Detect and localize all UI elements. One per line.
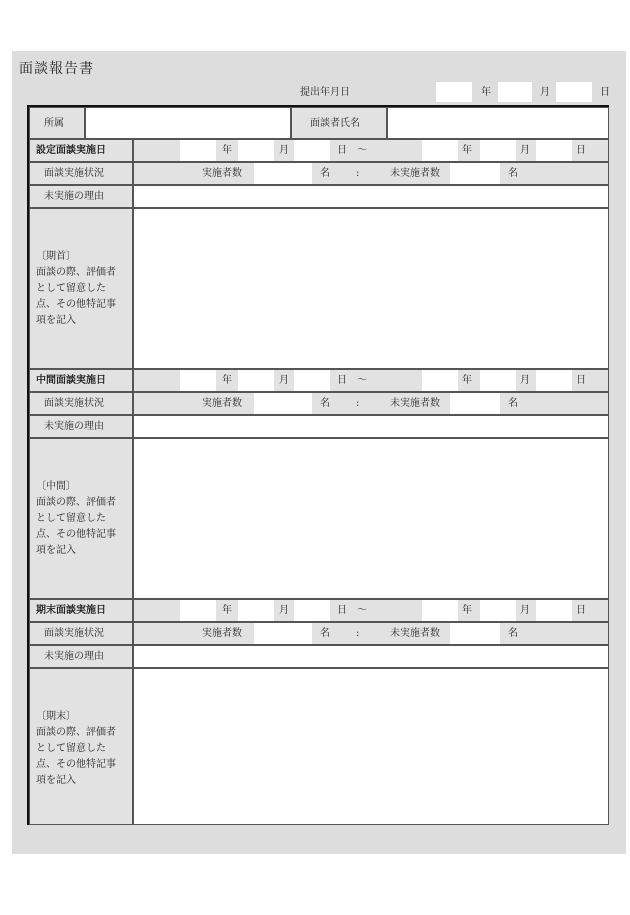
status-row xyxy=(133,162,609,185)
note-title: 〔期末〕 xyxy=(36,711,76,722)
submission-year-input[interactable] xyxy=(436,82,472,102)
reason-label-cell xyxy=(29,645,133,668)
note-line: として留意した xyxy=(36,743,106,754)
start-year-unit: 年 xyxy=(222,375,232,386)
start-day-input[interactable] xyxy=(294,140,330,161)
status-label: 面談実施状況 xyxy=(44,628,104,639)
tilde-separator: 〜 xyxy=(357,375,367,386)
done-count-label: 実施者数 xyxy=(202,398,242,409)
reason-label-cell xyxy=(29,185,133,208)
affiliation-input[interactable] xyxy=(85,107,291,139)
tilde-separator: 〜 xyxy=(357,605,367,616)
done-count-input[interactable] xyxy=(254,623,312,644)
end-month-unit: 月 xyxy=(520,145,530,156)
end-day-input[interactable] xyxy=(536,140,572,161)
note-instructions xyxy=(36,249,116,329)
end-year-unit: 年 xyxy=(462,145,472,156)
notes-textarea[interactable] xyxy=(133,668,609,825)
start-day-unit: 日 xyxy=(337,605,347,616)
note-label-cell xyxy=(29,438,133,599)
undone-count-label: 未実施者数 xyxy=(390,398,440,409)
end-month-input[interactable] xyxy=(480,140,516,161)
end-year-input[interactable] xyxy=(422,370,458,391)
section-date-label: 設定面談実施日 xyxy=(36,145,106,156)
start-month-unit: 月 xyxy=(279,605,289,616)
done-count-input[interactable] xyxy=(254,393,312,414)
done-count-input[interactable] xyxy=(254,163,312,184)
date-range-row xyxy=(133,139,609,162)
undone-count-input[interactable] xyxy=(450,163,500,184)
reason-label: 未実施の理由 xyxy=(44,651,104,662)
end-year-unit: 年 xyxy=(462,605,472,616)
section-final xyxy=(29,599,609,825)
end-year-input[interactable] xyxy=(422,600,458,621)
end-month-input[interactable] xyxy=(480,600,516,621)
start-day-unit: 日 xyxy=(337,145,347,156)
end-day-unit: 日 xyxy=(576,375,586,386)
status-label: 面談実施状況 xyxy=(44,398,104,409)
end-month-unit: 月 xyxy=(520,605,530,616)
end-day-input[interactable] xyxy=(536,370,572,391)
done-count-label: 実施者数 xyxy=(202,628,242,639)
reason-label: 未実施の理由 xyxy=(44,421,104,432)
note-line: 項を記入 xyxy=(36,545,76,556)
affiliation-label: 所属 xyxy=(44,118,64,129)
end-day-unit: 日 xyxy=(576,145,586,156)
colon-separator: : xyxy=(356,398,360,409)
undone-unit: 名 xyxy=(508,398,518,409)
submission-month-input[interactable] xyxy=(498,82,532,102)
start-year-input[interactable] xyxy=(180,370,216,391)
done-unit: 名 xyxy=(320,168,330,179)
submission-date-label: 提出年月日 xyxy=(300,87,350,98)
end-day-input[interactable] xyxy=(536,600,572,621)
end-month-unit: 月 xyxy=(520,375,530,386)
date-label-cell xyxy=(29,369,133,392)
start-year-input[interactable] xyxy=(180,600,216,621)
interviewer-name-input[interactable] xyxy=(387,107,609,139)
submission-month-unit: 月 xyxy=(540,87,550,98)
note-line: 点、その他特記事 xyxy=(36,759,116,770)
start-day-input[interactable] xyxy=(294,600,330,621)
start-day-unit: 日 xyxy=(337,375,347,386)
note-title: 〔中間〕 xyxy=(36,481,76,492)
note-label-cell xyxy=(29,208,133,369)
section-date-label: 中間面談実施日 xyxy=(36,375,106,386)
start-month-input[interactable] xyxy=(238,370,274,391)
end-year-unit: 年 xyxy=(462,375,472,386)
note-line: として留意した xyxy=(36,513,106,524)
colon-separator: : xyxy=(356,628,360,639)
reason-input[interactable] xyxy=(133,185,609,208)
notes-textarea[interactable] xyxy=(133,438,609,599)
note-line: 項を記入 xyxy=(36,775,76,786)
done-count-label: 実施者数 xyxy=(202,168,242,179)
status-row xyxy=(133,392,609,415)
note-line: 面談の際、評価者 xyxy=(36,497,116,508)
report-form xyxy=(27,105,609,825)
note-instructions xyxy=(36,479,116,559)
start-year-unit: 年 xyxy=(222,605,232,616)
section-initial xyxy=(29,139,609,369)
status-label-cell xyxy=(29,392,133,415)
note-line: として留意した xyxy=(36,283,106,294)
start-day-input[interactable] xyxy=(294,370,330,391)
note-label-cell xyxy=(29,668,133,825)
note-title: 〔期首〕 xyxy=(36,251,76,262)
reason-input[interactable] xyxy=(133,645,609,668)
note-line: 面談の際、評価者 xyxy=(36,727,116,738)
section-date-label: 期末面談実施日 xyxy=(36,605,106,616)
submission-year-unit: 年 xyxy=(481,87,491,98)
colon-separator: : xyxy=(356,168,360,179)
status-row xyxy=(133,622,609,645)
note-line: 面談の際、評価者 xyxy=(36,267,116,278)
status-label-cell xyxy=(29,622,133,645)
submission-day-input[interactable] xyxy=(556,82,592,102)
note-instructions xyxy=(36,709,116,789)
done-unit: 名 xyxy=(320,398,330,409)
end-year-input[interactable] xyxy=(422,140,458,161)
date-label-cell xyxy=(29,599,133,622)
interviewer-name-label: 面談者氏名 xyxy=(310,118,360,129)
date-range-row xyxy=(133,599,609,622)
start-month-unit: 月 xyxy=(279,375,289,386)
reason-input[interactable] xyxy=(133,415,609,438)
tilde-separator: 〜 xyxy=(357,145,367,156)
reason-label-cell xyxy=(29,415,133,438)
start-month-unit: 月 xyxy=(279,145,289,156)
start-month-input[interactable] xyxy=(238,140,274,161)
start-year-input[interactable] xyxy=(180,140,216,161)
page-title: 面談報告書 xyxy=(19,61,94,77)
affiliation-label-cell xyxy=(29,107,85,139)
undone-count-input[interactable] xyxy=(450,623,500,644)
interviewer-label-cell xyxy=(291,107,387,139)
undone-count-label: 未実施者数 xyxy=(390,168,440,179)
status-label-cell xyxy=(29,162,133,185)
section-midterm xyxy=(29,369,609,599)
note-line: 点、その他特記事 xyxy=(36,299,116,310)
undone-count-input[interactable] xyxy=(450,393,500,414)
date-range-row xyxy=(133,369,609,392)
notes-textarea[interactable] xyxy=(133,208,609,369)
end-month-input[interactable] xyxy=(480,370,516,391)
submission-day-unit: 日 xyxy=(600,87,610,98)
note-line: 項を記入 xyxy=(36,315,76,326)
undone-unit: 名 xyxy=(508,168,518,179)
undone-count-label: 未実施者数 xyxy=(390,628,440,639)
undone-unit: 名 xyxy=(508,628,518,639)
start-year-unit: 年 xyxy=(222,145,232,156)
date-label-cell xyxy=(29,139,133,162)
start-month-input[interactable] xyxy=(238,600,274,621)
note-line: 点、その他特記事 xyxy=(36,529,116,540)
reason-label: 未実施の理由 xyxy=(44,191,104,202)
status-label: 面談実施状況 xyxy=(44,168,104,179)
end-day-unit: 日 xyxy=(576,605,586,616)
done-unit: 名 xyxy=(320,628,330,639)
